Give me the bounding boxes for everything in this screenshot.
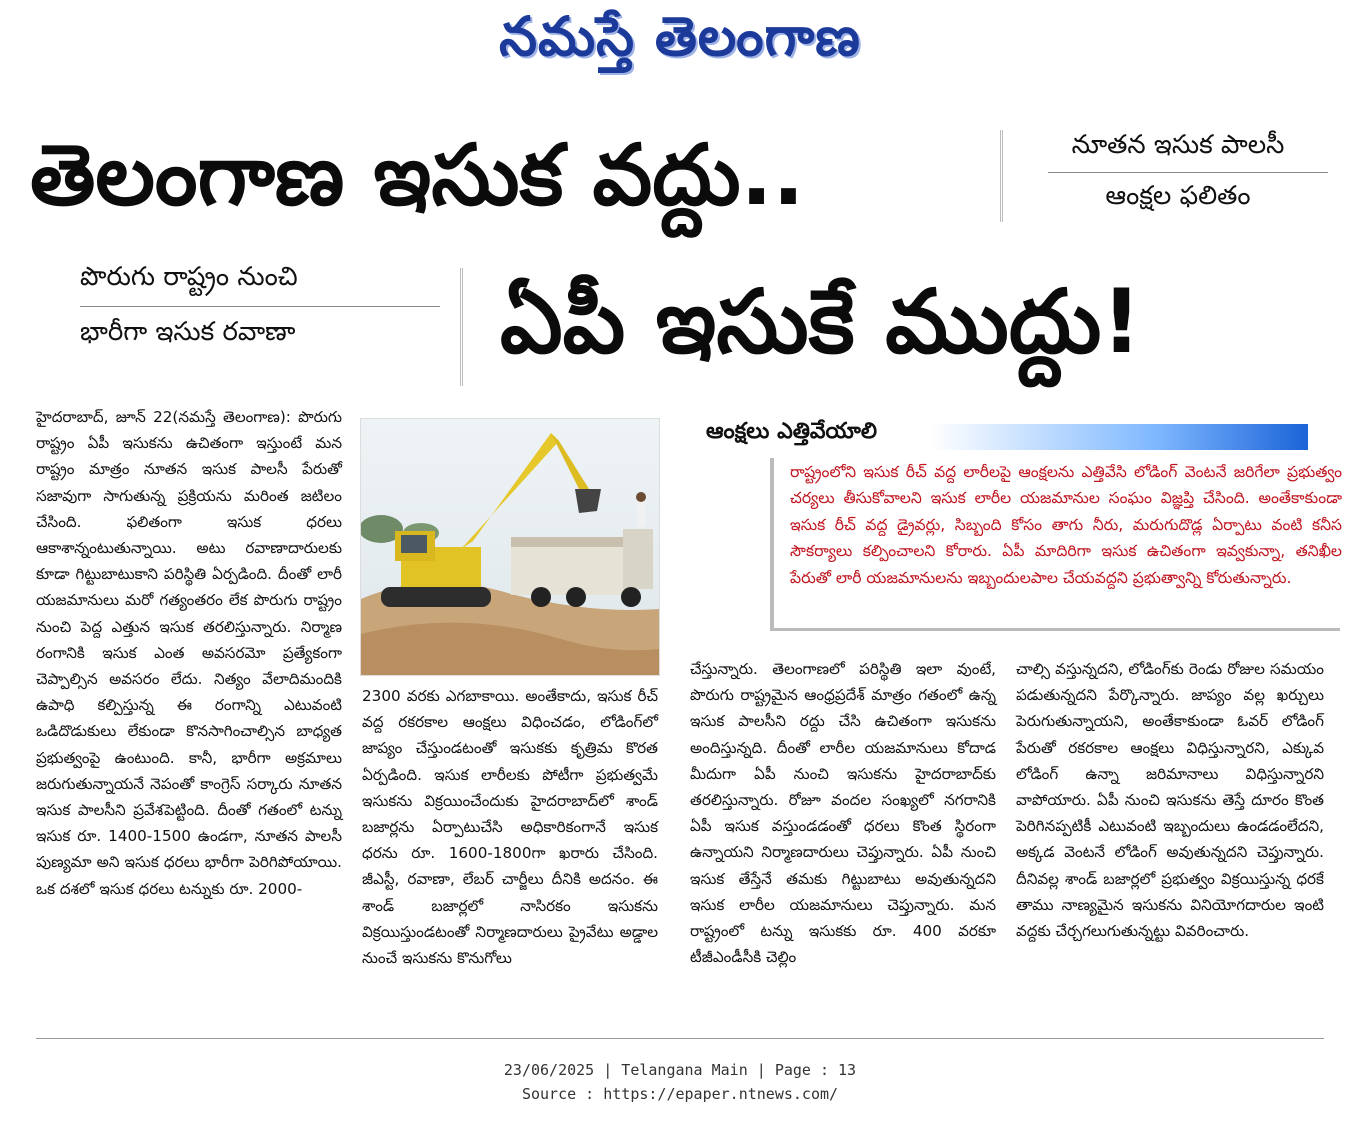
highlight-box-text: రాష్ట్రంలోని ఇసుక రీచ్ వద్ద లారీలపై ఆంక్షలను ఎత్తివేసి లోడింగ్ వెంటనే జరిగేలా ప్రభుత్వం చర్యలు తీసుకోవాలని ఇసుక లారీల యజమానుల సంఘం విజ్ఞప్తి చేసింది. అంతేకాకుండా ఇసుక రీచ్ వద్ద డ్రైవర్లు, సిబ్బంది కోసం తాగు నీరు, మరుగుదొడ్ల ఏర్పాటు వంటి కనీస సౌకర్యాలు కల్పించాలని కోరారు. ఏపీ మాదిరిగా ఇసుక ఉచితంగా ఇవ్వకున్నా, తనిఖీల పేరుతో లారీ యజమానులను ఇబ్బందులపాల చేయవద్దని ప్రభుత్వాన్ని కోరుతున్నారు.	[790, 463, 1342, 587]
article-column-4	[1016, 656, 1324, 944]
news-photo	[360, 418, 660, 676]
article-column-1	[36, 404, 342, 902]
divider	[1048, 172, 1328, 173]
subheadline-left-line-2: భారీగా ఇసుక రవాణా	[80, 317, 296, 347]
subheadline-left	[80, 262, 440, 353]
headline-line-1: తెలంగాణ ఇసుక వద్దు..	[30, 126, 805, 224]
divider	[460, 268, 463, 386]
subheadline-left-line-1: పొరుగు రాష్ట్రం నుంచి	[80, 262, 298, 292]
page-footer	[0, 1058, 1360, 1106]
article-text: చేస్తున్నారు. తెలంగాణలో పరిస్థితి ఇలా వుంటే, పొరుగు రాష్ట్రమైన ఆంధ్రప్రదేశ్ మాత్రం గతంలో ఉన్న ఇసుక పాలసీని రద్దు చేసి ఉచితంగా ఇసుకను అందిస్తున్నది. దీంతో లారీల యజమానులు కోదాడ మీదుగా ఏపీ నుంచి ఇసుకను హైదరాబాద్‌కు తరలిస్తున్నారు. రోజూ వందల సంఖ్యలో నగరానికి ఏపీ ఇసుక వస్తుండడంతో ధరలు కొంత స్థిరంగా ఉన్నాయని నిర్మాణదారులు చెప్తున్నారు. ఏపీ నుంచి ఇసుక తేస్తేనే తమకు గిట్టుబాటు అవుతున్నదని ఇసుక లారీల యజమానులు చెప్తున్నారు. మన రాష్ట్రంలో టన్ను ఇసుకకు రూ. 400 వరకూ టీజీఎండీసీకి చెల్లిం	[690, 660, 996, 967]
footer-edition-info: 23/06/2025 | Telangana Main | Page : 13	[503, 1061, 857, 1079]
newspaper-masthead: నమస్తే తెలంగాణ	[499, 4, 861, 68]
subheadline-right-line-1: నూతన ఇసుక పాలసీ	[1071, 130, 1285, 160]
subheadline-right-line-2: ఆంక్షల ఫలితం	[1105, 181, 1251, 211]
divider	[36, 1038, 1324, 1039]
excavator-photo-image	[361, 419, 659, 675]
article-text: చాల్సి వస్తున్నదని, లోడింగ్‌కు రెండు రోజుల సమయం పడుతున్నదని పేర్కొన్నారు. జాప్యం వల్ల ఖర్చులు పెరుగుతున్నాయని, అంతేకాకుండా ఓవర్ లోడింగ్ పేరుతో రకరకాల ఆంక్షలు విధిస్తున్నారని, ఎక్కువ లోడింగ్ ఉన్నా జరిమానాలు విధిస్తున్నారని వాపోయారు. ఏపీ నుంచి ఇసుకను తెస్తే దూరం కొంత పెరిగినప్పటికీ ఎటువంటి ఇబ్బందులు ఉండడంలేదని, అక్కడ వెంటనే లోడింగ్ అవుతున్నదని చెప్తున్నారు. దీనివల్ల శాండ్ బజార్లలో ప్రభుత్వం విక్రయిస్తున్న ధరకే తాము నాణ్యమైన ఇసుకను వినియోగదారుల ఇంటి వద్దకు చేర్చగలుగుతున్నట్టు వివరించారు.	[1016, 660, 1324, 941]
divider	[80, 306, 440, 307]
section-strap-title: ఆంక్షలు ఎత్తివేయాలి	[706, 419, 878, 444]
headline-line-2: ఏపీ ఇసుకే ముద్దు!	[500, 270, 1142, 373]
article-text: హైదరాబాద్, జూన్ 22(నమస్తే తెలంగాణ): పొరుగు రాష్ట్రం ఏపీ ఇసుకను ఉచితంగా ఇస్తుంటే మన రాష్ట్రం మాత్రం నూతన ఇసుక పాలసీ పేరుతో సజావుగా సాగుతున్న ప్రక్రియను మరింత జటిలం చేసింది. ఫలితంగా ఇసుక ధరలు ఆకాశాన్నంటుతున్నాయి. అటు రవాణాదారులకు కూడా గిట్టుబాటుకాని పరిస్థితి ఏర్పడింది. దీంతో లారీ యజమానులు మరో గత్యంతరం లేక పొరుగు రాష్ట్రం నుంచి పెద్ద ఎత్తున ఇసుక తరలిస్తున్నారు. నిర్మాణ రంగానికి ఇసుక ఎంత అవసరమో ప్రత్యేకంగా చెప్పాల్సిన అవసరం లేదు. నిత్యం వేలాదిమందికి ఉపాధి కల్పిస్తున్న ఈ రంగాన్ని ఎటువంటి ఒడిదొడుకులు లేకుండా కొనసాగించాల్సిన బాధ్యత ప్రభుత్వంపై ఉంటుంది. కానీ, భారీగా అక్రమాలు జరుగుతున్నాయనే నెపంతో కాంగ్రెస్ సర్కారు నూతన ఇసుక పాలసీని ప్రవేశపెట్టింది. దీంతో గతంలో టన్ను ఇసుక రూ. 1400-1500 ఉండగా, నూతన పాలసీ పుణ్యమా అని ఇసుక ధరలు భారీగా పెరిగిపోయాయి. ఒక దశలో ఇసుక ధరలు టన్నుకు రూ. 2000-	[36, 408, 342, 898]
subheadline-right	[1018, 130, 1338, 217]
footer-source-link[interactable]: Source : https://epaper.ntnews.com/	[521, 1085, 839, 1103]
article-text: 2300 వరకు ఎగబాకాయి. అంతేకాదు, ఇసుక రీచ్ వద్ద రకరకాల ఆంక్షలు విధించడం, లోడింగ్‌లో జాప్యం చేస్తుండటంతో ఇసుకకు కృత్రిమ కొరత ఏర్పడింది. ఇసుక లారీలకు పోటీగా ప్రభుత్వమే ఇసుకను విక్రయించేందుకు హైదరాబాద్‌లో శాండ్ బజార్లను ఏర్పాటుచేసి అధికారికంగానే ఇసుక ధరను రూ. 1600-1800గా ఖరారు చేసింది. జీఎస్టీ, రవాణా, లేబర్ చార్జీలు దీనికి అదనం. ఈ శాండ్ బజార్లలో నాసిరకం ఇసుకను విక్రయిస్తుండటంతో నిర్మాణదారులు ప్రైవేటు అడ్డాల నుంచే ఇసుకను కొనుగోలు	[362, 687, 658, 968]
divider	[1000, 130, 1003, 222]
article-column-3	[690, 656, 996, 970]
article-column-2	[362, 683, 658, 971]
